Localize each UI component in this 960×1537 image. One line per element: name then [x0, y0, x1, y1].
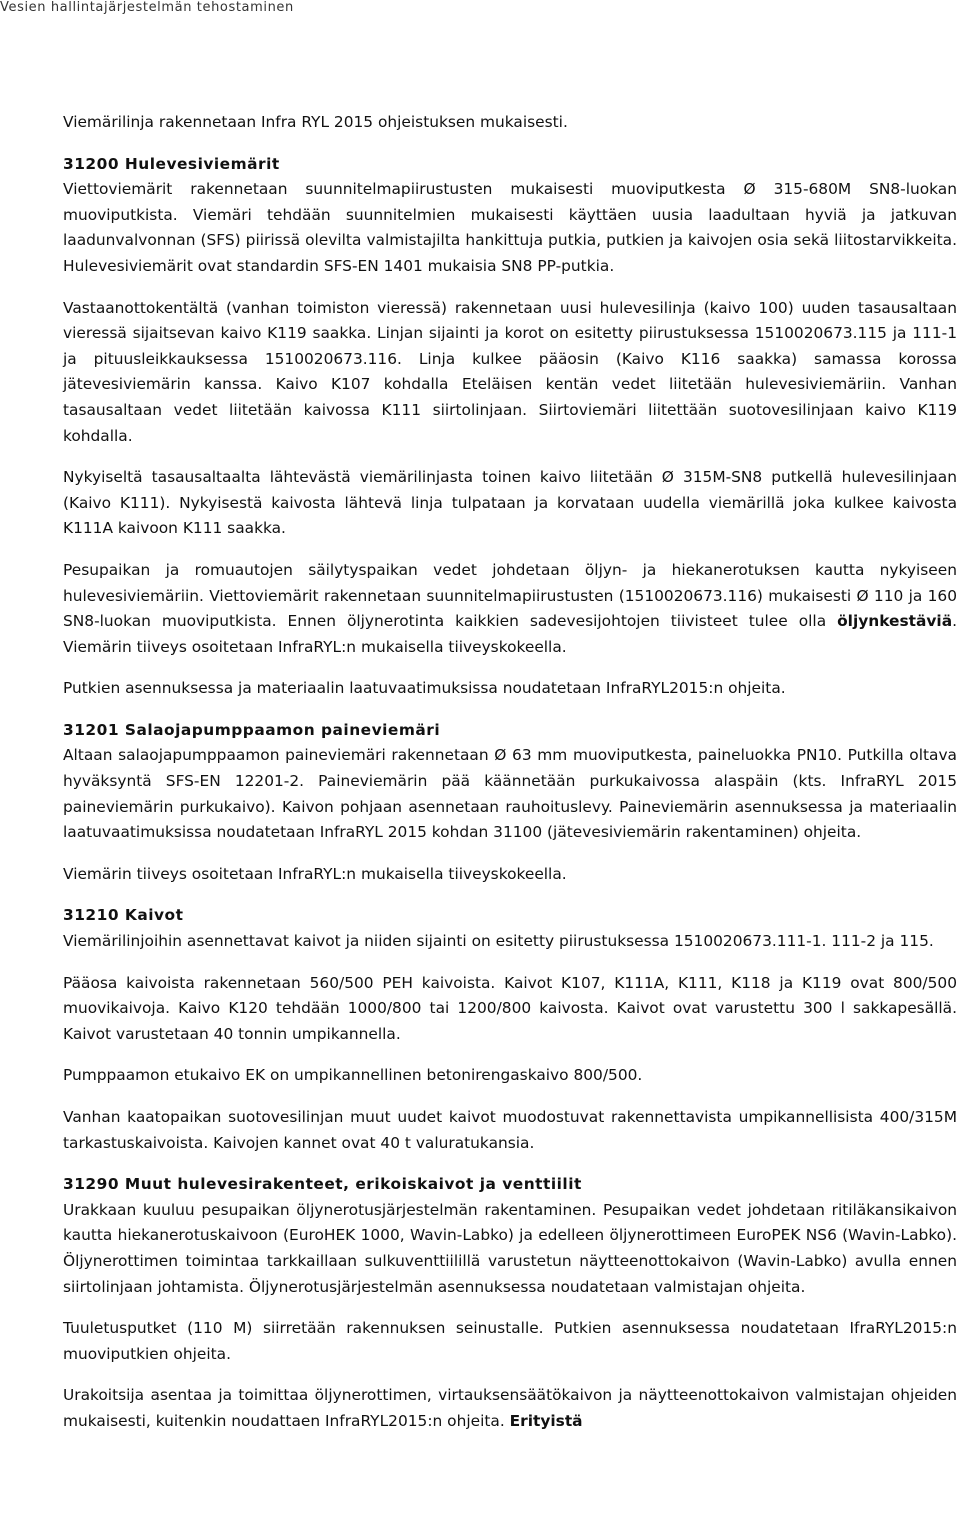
paragraph: Altaan salaojapumppaamon paineviemäri rakennetaan Ø 63 mm muoviputkesta, paineluokka PN10. Putkilla oltava hyväksyntä SFS-EN 12201-2. Paineviemärin pää käännetään purkukaivossa alaspäin (kts. InfraRYL 2015 paineviemärin purkukaivo). Kaivon pohjaan asennetaan rauhoituslevy. Paineviemärin asennuksessa ja materiaalin laatuvaatimuksissa noudatetaan InfraRYL 2015 kohdan 31100 (jätevesiviemärin rakentaminen) ohjeita. [63, 746, 957, 842]
paragraph [63, 1383, 957, 1434]
document-body [63, 110, 957, 1451]
paragraph: Nykyiseltä tasausaltaalta lähtevästä viemärilinjasta toinen kaivo liitetään Ø 315M-SN8 putkellä hulevesilinjaan (Kaivo K111). Nykyisestä kaivosta lähtevä linja tulpataan ja korvataan uudella viemärillä joka kulkee kaivosta K111A kaivoon K111 saakka. [63, 468, 957, 538]
emphasis-oil-resistant: öljynkestäviä [837, 612, 953, 631]
text-run: . Viemärin tiiveys osoitetaan InfraRYL:n mukaisella tiiveyskokeella. [63, 612, 957, 656]
running-header: Vesien hallintajärjestelmän tehostaminen [0, 0, 294, 15]
text-run: Pesupaikan ja romuautojen säilytyspaikan vedet johdetaan öljyn- ja hiekanerotuksen kautta nykyiseen hulevesiviemäriin. Viettoviemärit rakennetaan suunnitelmapiirustusten (1510020673.116) mukaisesti Ø 110 ja 160 SN8-luokan muoviputkista. Ennen öljynerotinta kaikkien sadevesijohtojen tiivisteet tulee olla [63, 560, 957, 631]
paragraph: Viettoviemärit rakennetaan suunnitelmapiirustusten mukaisesti muoviputkesta Ø 315-680M SN8-luokan muoviputkista. Viemäri tehdään suunnitelmien mukaisesti käyttäen uusia laadultaan hyviä ja jatkuvan laadunvalvonnan (SFS) piirissä olevilta valmistajilta hankittuja putkia, putkien ja kaivojen osia sekä liitostarvikkeita. Hulevesiviemärit ovat standardin SFS-EN 1401 mukaisia SN8 PP-putkia. [63, 180, 957, 275]
section-31290 [63, 1172, 957, 1434]
paragraph: Pumppaamon etukaivo EK on umpikannellinen betonirengaskaivo 800/500. [63, 1066, 643, 1085]
section-31210 [63, 903, 957, 1156]
paragraph: Urakkaan kuuluu pesupaikan öljynerotusjärjestelmän rakentaminen. Pesupaikan vedet johdetaan ritiläkansikaivon kautta hiekanerotuskaivoon (EuroHEK 1000, Wavin-Labko) ja edelleen öljynerottimeen EuroPEK NS6 (Wavin-Labko). Öljynerottimen toimintaa tarkkaillaan sulkuventtiilillä varustetun näytteenottokaivon (Wavin-Labko) avulla ennen siirtolinjaan johtamista. Öljynerotusjärjestelmän asennuksessa noudatetaan valmistajan ohjeita. [63, 1200, 957, 1296]
section-heading-31200: 31200 Hulevesiviemärit [63, 154, 280, 173]
paragraph: Viemärilinjoihin asennettavat kaivot ja niiden sijainti on esitetty piirustuksessa 1510020673.111-1. 111-2 ja 115. [63, 932, 934, 951]
section-heading-31210: 31210 Kaivot [63, 906, 184, 925]
emphasis-special: Erityistä [509, 1411, 583, 1430]
section-31201 [63, 718, 957, 888]
paragraph: Viemärin tiiveys osoitetaan InfraRYL:n mukaisella tiiveyskokeella. [63, 864, 567, 883]
paragraph: Vastaanottokentältä (vanhan toimiston vieressä) rakennetaan uusi hulevesilinja (kaivo 100) uuden tasausaltaan vieressä sijaitsevan kaivo K119 saakka. Linjan sijainti ja korot on esitetty piirustuksessa 1510020673.115 ja 111-1 ja pituusleikkauksessa 1510020673.116. Linja kulkee pääosin (Kaivo K116 saakka) samassa korossa jätevesiviemärin kanssa. Kaivo K107 kohdalla Eteläisen kentän vedet liitetään hulevesiviemäriin. Vanhan tasausaltaan vedet liitetään kaivossa K111 siirtolinjaan. Siirtoviemäri liitettään suotovesilinjaan kaivo K119 kohdalla. [63, 298, 957, 445]
section-heading-31290: 31290 Muut hulevesirakenteet, erikoiskaivot ja venttiilit [63, 1175, 582, 1194]
paragraph: Vanhan kaatopaikan suotovesilinjan muut uudet kaivot muodostuvat rakennettavista umpikannellisista 400/315M tarkastuskaivoista. Kaivojen kannet ovat 40 t valuratukansia. [63, 1108, 957, 1152]
paragraph: Tuuletusputket (110 M) siirretään rakennuksen seinustalle. Putkien asennuksessa noudatetaan IfraRYL2015:n muoviputkien ohjeita. [63, 1319, 957, 1363]
text-run: Urakoitsija asentaa ja toimittaa öljynerottimen, virtauksensäätökaivon ja näytteenottokaivon valmistajan ohjeiden mukaisesti, kuitenkin noudattaen InfraRYL2015:n ohjeita. [63, 1386, 957, 1430]
paragraph: Putkien asennuksessa ja materiaalin laatuvaatimuksissa noudatetaan InfraRYL2015:n ohjeita. [63, 679, 786, 698]
section-31200 [63, 152, 957, 702]
section-heading-31201: 31201 Salaojapumppaamon paineviemäri [63, 720, 441, 739]
paragraph [63, 558, 957, 660]
intro-paragraph: Viemärilinja rakennetaan Infra RYL 2015 ohjeistuksen mukaisesti. [63, 113, 568, 131]
paragraph: Pääosa kaivoista rakennetaan 560/500 PEH kaivoista. Kaivot K107, K111A, K111, K118 ja K119 ovat 800/500 muovikaivoja. Kaivo K120 tehdään 1000/800 tai 1200/800 kaivosta. Kaivot ovat varustettu 300 l sakkapesällä. Kaivot varustetaan 40 tonnin umpikannella. [63, 973, 957, 1043]
